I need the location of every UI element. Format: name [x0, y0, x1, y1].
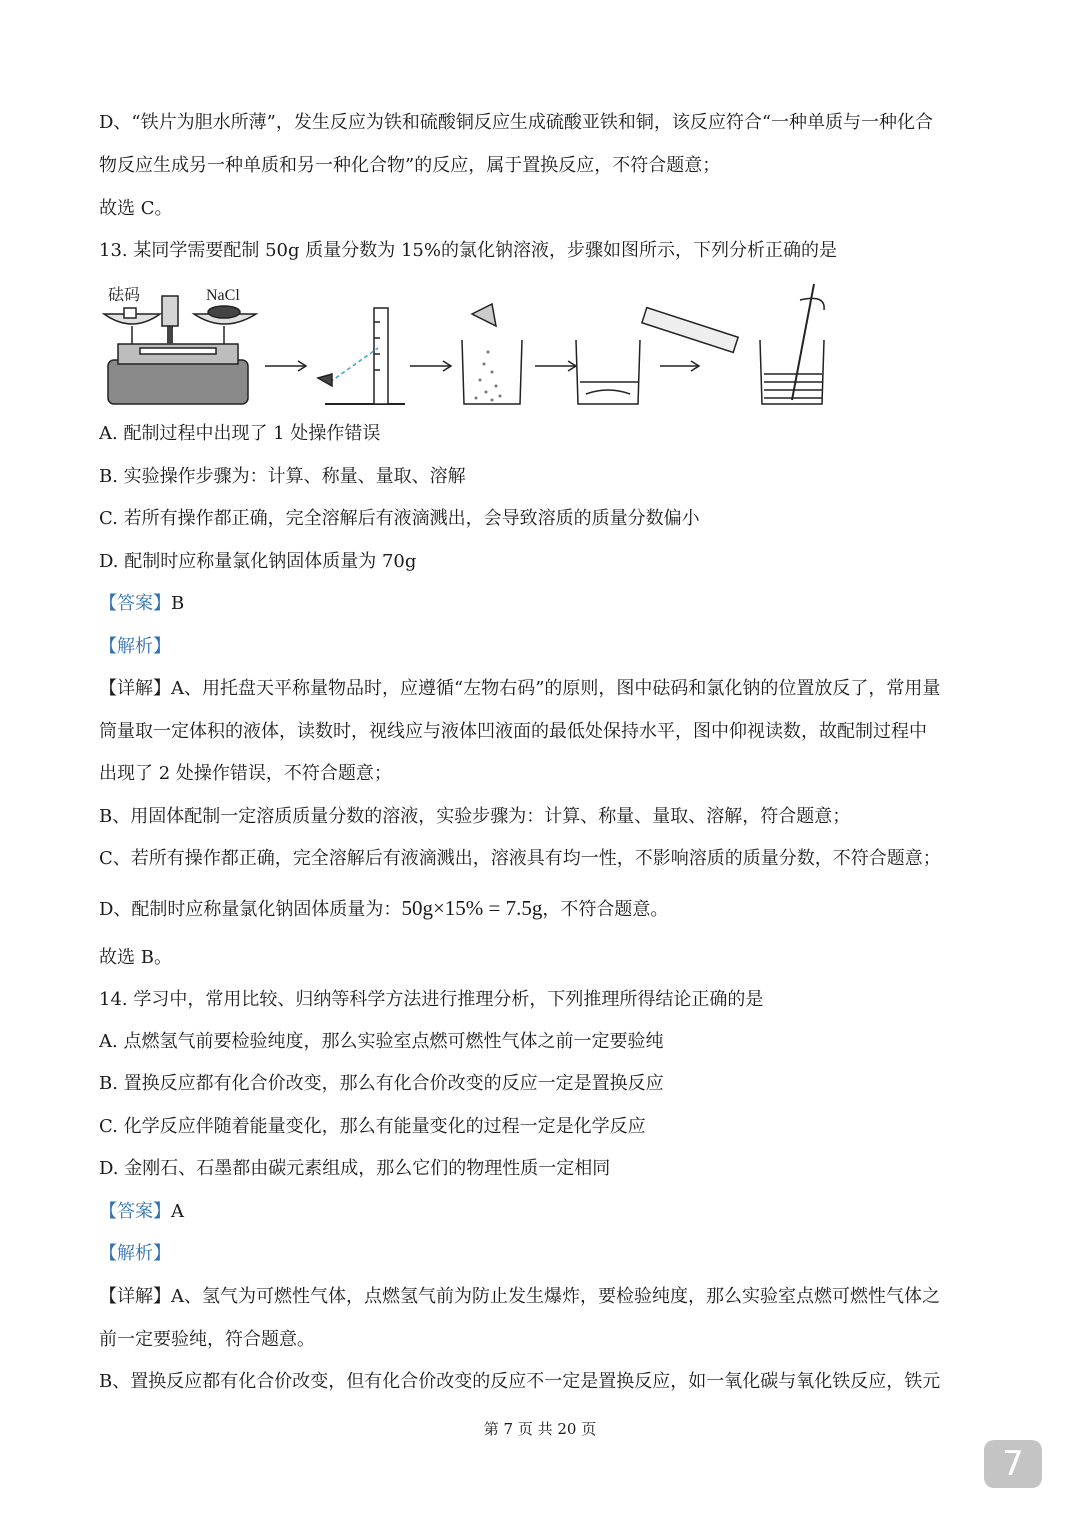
detail-13-d [99, 896, 986, 922]
option-14-a: A. 点燃氢气前要检验纯度，那么实验室点燃可燃性气体之前一定要验纯 [99, 1031, 664, 1052]
detail-tag: 【详解】 [99, 1286, 171, 1307]
detail-13-line-3: 出现了 2 处操作错误，不符合题意； [99, 763, 392, 784]
page-number-badge: 7 [984, 1440, 1042, 1488]
arrow-4 [660, 361, 699, 371]
arrow-3 [535, 361, 576, 371]
arrow-2 [410, 361, 451, 371]
answer-value: B [171, 593, 185, 614]
option-14-d: D. 金刚石、石墨都由碳元素组成，那么它们的物理性质一定相同 [99, 1158, 611, 1179]
detail-14-b: B、置换反应都有化合价改变，但有化合价改变的反应不一定是置换反应，如一氧化碳与氧化铁反应，铁元 [99, 1371, 941, 1392]
option-14-c: C. 化学反应伴随着能量变化，那么有能量变化的过程一定是化学反应 [99, 1116, 646, 1137]
detail-text: A、用托盘天平称量物品时，应遵循“左物右码”的原则，图中砝码和氯化钠的位置放反了，常用量 [171, 678, 941, 699]
text-line: 故选 C。 [99, 198, 173, 219]
option-13-a: A. 配制过程中出现了 1 处操作错误 [99, 423, 381, 444]
detail-14-line-1 [99, 1285, 986, 1309]
page-footer: 第 7 页 共 20 页 [483, 1420, 597, 1438]
stir-illustration [760, 284, 824, 404]
option-13-d: D. 配制时应称量氯化钠固体质量为 70g [99, 551, 417, 572]
arrow-1 [265, 361, 306, 371]
question-13-stem: 13. 某同学需要配制 50g 质量分数为 15%的氯化钠溶液，步骤如图所示，下列分析正确的是 [99, 240, 837, 261]
label-nacl: NaCl [206, 287, 240, 304]
answer-value: A [171, 1201, 184, 1222]
formula: 50g×15% = 7.5g [401, 896, 543, 920]
label-weights: 砝码 [108, 285, 141, 304]
detail-13-line-1 [99, 677, 986, 701]
text-line: D、“铁片为胆水所薄”，发生反应为铁和硫酸铜反应生成硫酸亚铁和铜，该反应符合“一种单质与一种化合 [99, 112, 934, 133]
detail-d-suffix: ，不符合题意。 [542, 899, 669, 920]
answer-14 [99, 1200, 986, 1224]
answer-tag: 【答案】 [99, 1201, 171, 1222]
question-14-stem: 14. 学习中，常用比较、归纳等科学方法进行推理分析，下列推理所得结论正确的是 [99, 989, 764, 1010]
detail-14-line-2: 前一定要验纯，符合题意。 [99, 1329, 315, 1350]
pour-solid-illustration [462, 304, 522, 404]
analysis-13-tag: 【解析】 [99, 636, 171, 657]
experiment-steps-figure [100, 282, 840, 412]
pour-water-illustration [576, 308, 738, 404]
detail-text: A、氢气为可燃性气体，点燃氢气前为防止发生爆炸，要检验纯度，那么实验室点燃可燃性气体之 [171, 1286, 940, 1307]
detail-d-prefix: D、配制时应称量氯化钠固体质量为： [99, 899, 402, 920]
select-13: 故选 B。 [99, 947, 172, 968]
detail-tag: 【详解】 [99, 678, 171, 699]
cylinder-illustration [318, 308, 405, 404]
detail-13-b: B、用固体配制一定溶质质量分数的溶液，实验步骤为：计算、称量、量取、溶解，符合题意； [99, 806, 851, 827]
option-13-c: C. 若所有操作都正确，完全溶解后有液滴溅出，会导致溶质的质量分数偏小 [99, 508, 700, 529]
answer-13 [99, 592, 986, 616]
detail-13-c: C、若所有操作都正确，完全溶解后有液滴溅出，溶液具有均一性，不影响溶质的质量分数，不符合题意； [99, 848, 941, 869]
balance-illustration [104, 285, 256, 404]
text-line: 物反应生成另一种单质和另一种化合物”的反应，属于置换反应，不符合题意； [99, 155, 721, 176]
analysis-14-tag: 【解析】 [99, 1243, 171, 1264]
answer-tag: 【答案】 [99, 593, 171, 614]
detail-13-line-2: 筒量取一定体积的液体，读数时，视线应与液体凹液面的最低处保持水平，图中仰视读数，故配制过程中 [99, 721, 927, 742]
option-13-b: B. 实验操作步骤为：计算、称量、量取、溶解 [99, 466, 466, 487]
option-14-b: B. 置换反应都有化合价改变，那么有化合价改变的反应一定是置换反应 [99, 1073, 664, 1094]
